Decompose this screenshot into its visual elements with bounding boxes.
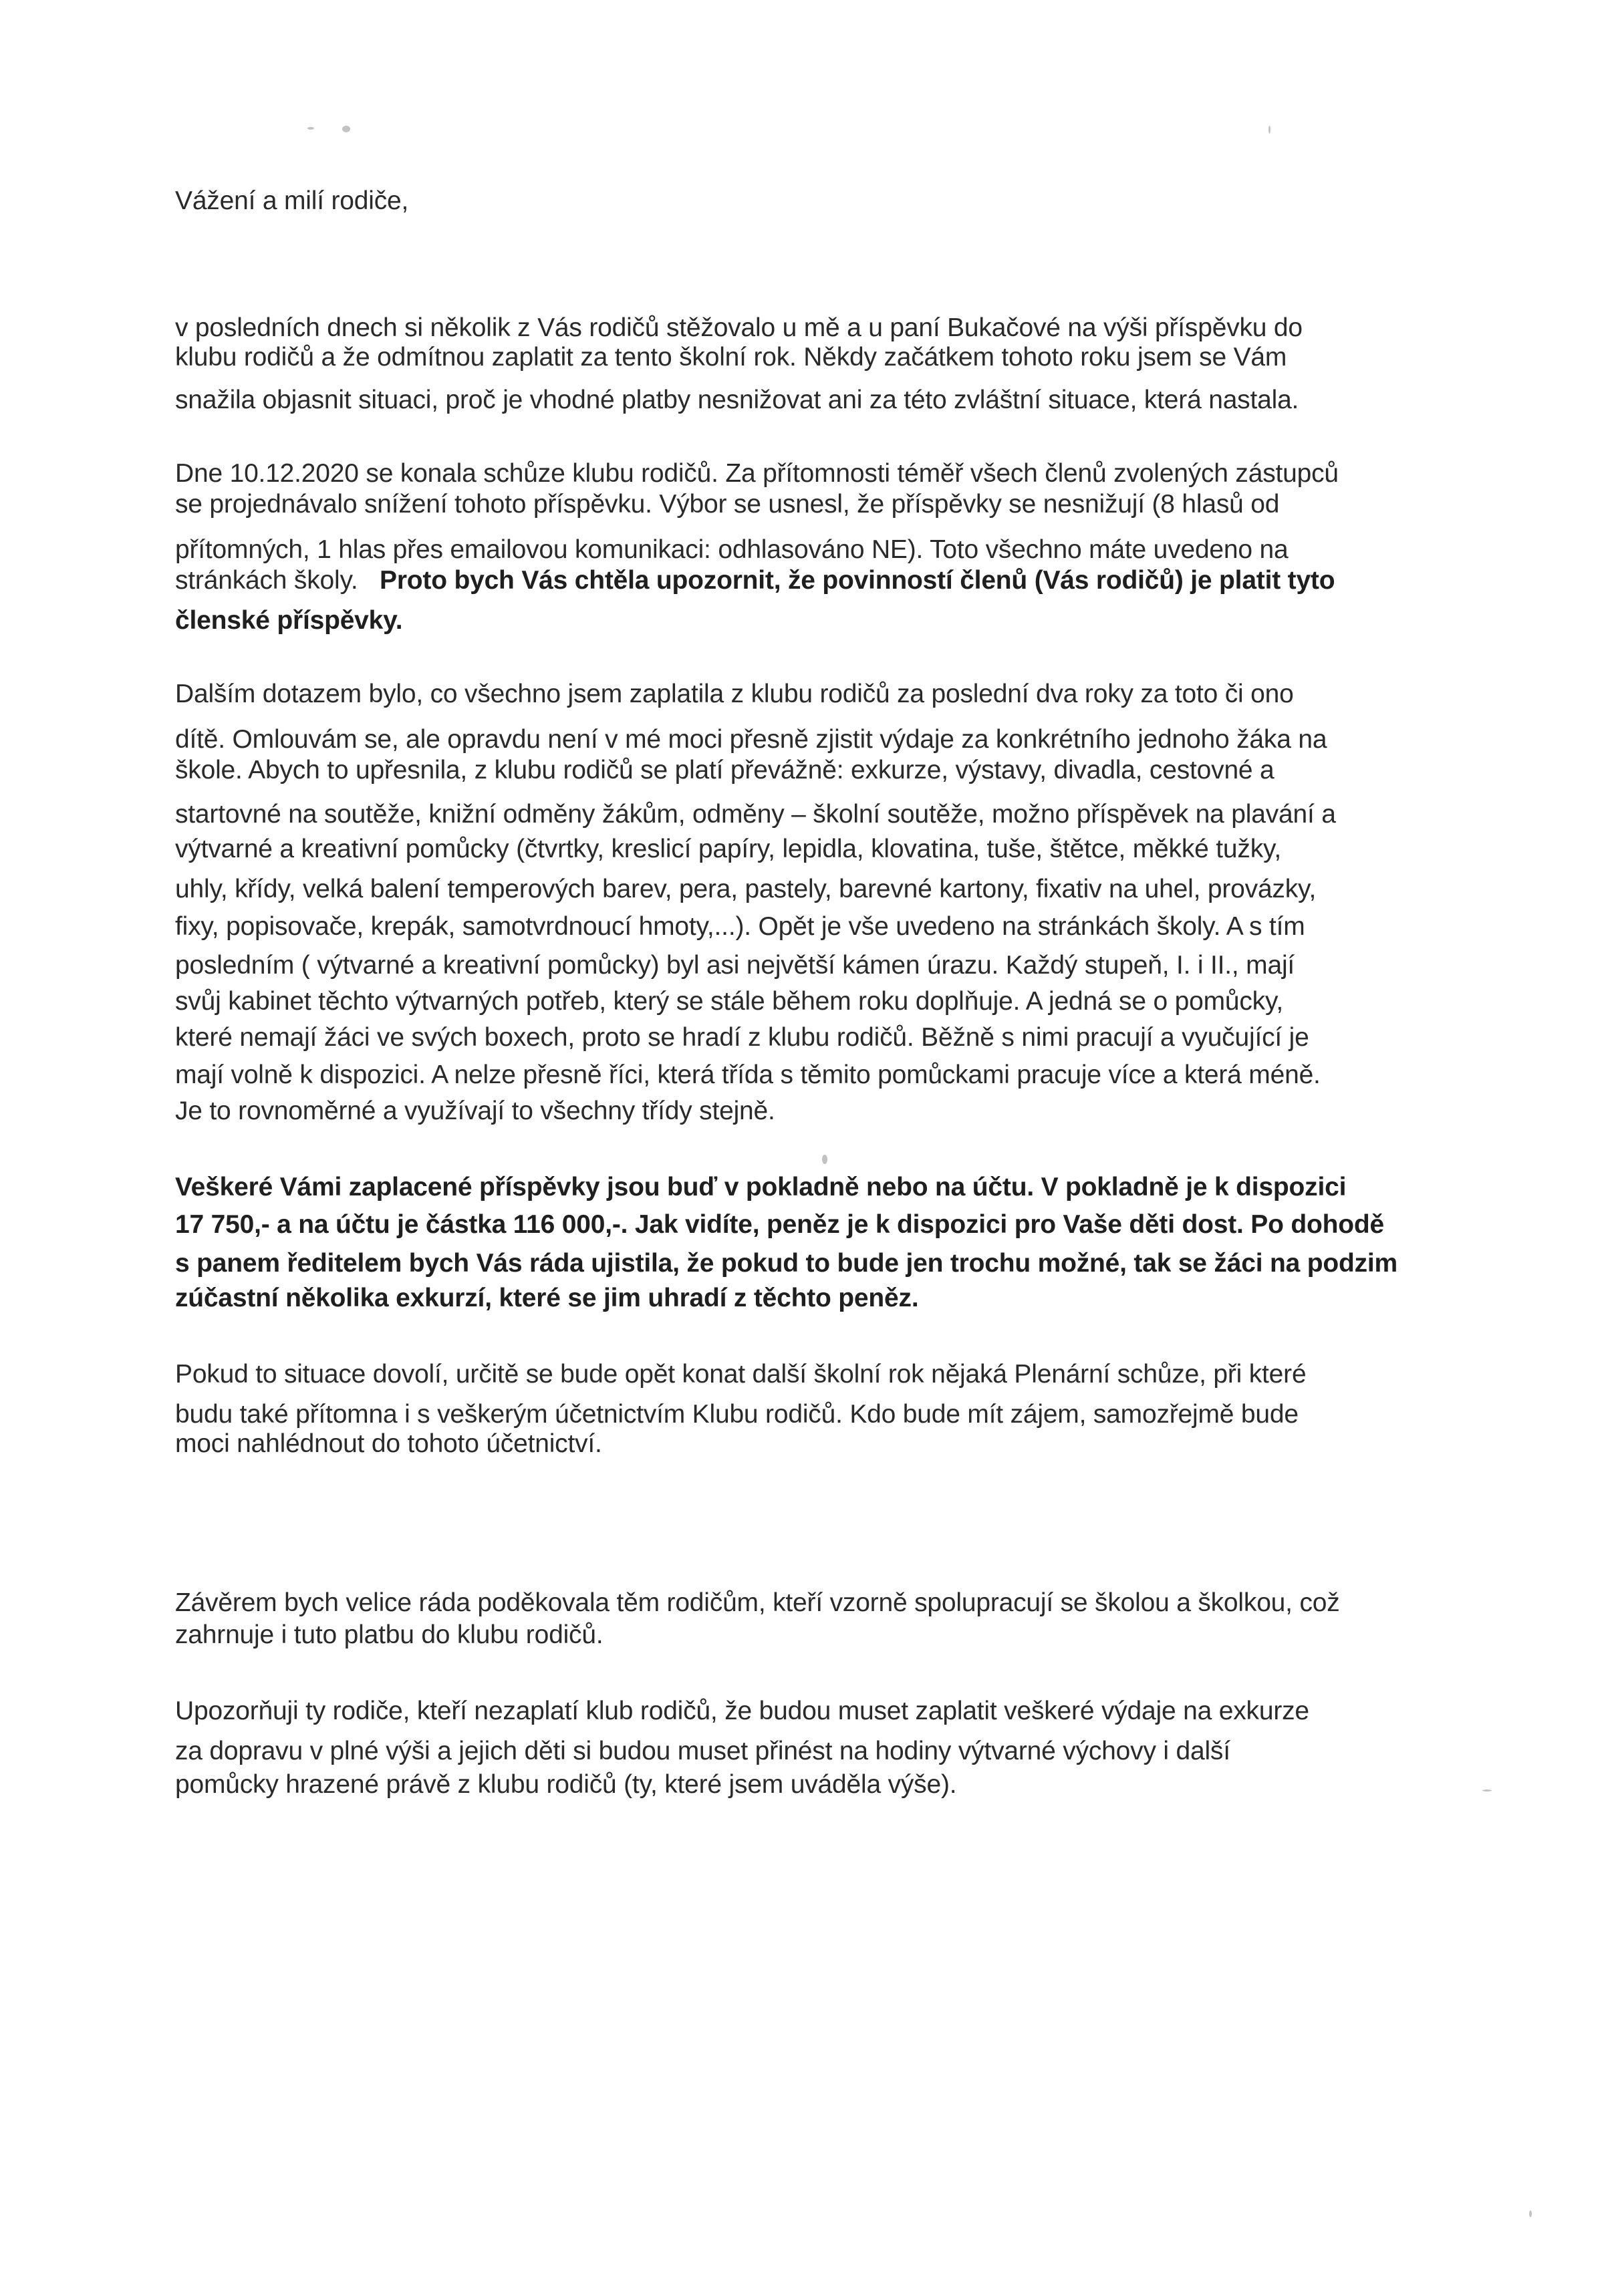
scan-speck <box>1529 2210 1532 2217</box>
paragraph-7-line: za dopravu v plné výši a jejich děti si budou muset přinést na hodiny výtvarné výchovy i další <box>175 1737 1230 1765</box>
paragraph-3-line: dítě. Omlouvám se, ale opravdu není v mé moci přesně zjistit výdaje za konkrétního jednoho žáka na <box>175 725 1327 754</box>
scan-speck <box>822 1155 827 1164</box>
paragraph-3-line: výtvarné a kreativní pomůcky (čtvrtky, kreslicí papíry, lepidla, klovatina, tuše, štětce, měkké tužky, <box>175 835 1282 863</box>
greeting: Vážení a milí rodiče, <box>175 186 409 215</box>
paragraph-7-line: pomůcky hrazené právě z klubu rodičů (ty, které jsem uváděla výše). <box>175 1770 957 1799</box>
paragraph-6-line: Závěrem bych velice ráda poděkovala těm rodičům, kteří vzorně spolupracují se školou a školkou, což <box>175 1588 1340 1617</box>
paragraph-3-line: uhly, křídy, velká balení temperových barev, pera, pastely, barevné kartony, fixativ na uhel, provázky, <box>175 875 1317 903</box>
scan-speck <box>1482 1789 1492 1791</box>
paragraph-2-line: se projednávalo snížení tohoto příspěvku. Výbor se usnesl, že příspěvky se nesnižují (8 hlasů od <box>175 490 1280 519</box>
paragraph-7-line: Upozorňuji ty rodiče, kteří nezaplatí klub rodičů, že budou muset zaplatit veškeré výdaje na exkurze <box>175 1697 1309 1725</box>
paragraph-3-line: posledním ( výtvarné a kreativní pomůcky) byl asi největší kámen úrazu. Každý stupeň, I. i II., mají <box>175 951 1295 980</box>
paragraph-2-bold-line: Proto bych Vás chtěla upozornit, že povinností členů (Vás rodičů) je platit tyto <box>380 566 1335 595</box>
paragraph-1-line: klubu rodičů a že odmítnou zaplatit za tento školní rok. Někdy začátkem tohoto roku jsem se Vám <box>175 343 1287 372</box>
paragraph-2-line: stránkách školy. <box>175 566 358 595</box>
paragraph-2-line: Dne 10.12.2020 se konala schůze klubu rodičů. Za přítomnosti téměř všech členů zvolených zástupců <box>175 459 1339 488</box>
paragraph-4-bold-line: s panem ředitelem bych Vás ráda ujistila, že pokud to bude jen trochu možné, tak se žáci na podzim <box>175 1249 1398 1278</box>
paragraph-3-line: startovné na soutěže, knižní odměny žákům, odměny – školní soutěže, možno příspěvek na plavání a <box>175 800 1336 829</box>
paragraph-3-line: fixy, popisovače, krepák, samotvrdnoucí hmoty,...). Opět je vše uvedeno na stránkách školy. A s tím <box>175 912 1305 941</box>
paragraph-5-line: Pokud to situace dovolí, určitě se bude opět konat další školní rok nějaká Plenární schůze, při které <box>175 1360 1307 1389</box>
paragraph-4-bold-line: Veškeré Vámi zaplacené příspěvky jsou buď v pokladně nebo na účtu. V pokladně je k dispozici <box>175 1173 1347 1201</box>
paragraph-3-line: které nemají žáci ve svých boxech, proto se hradí z klubu rodičů. Běžně s nimi pracují a vyučující je <box>175 1023 1309 1052</box>
paragraph-3-line: Dalším dotazem bylo, co všechno jsem zaplatila z klubu rodičů za poslední dva roky za toto či ono <box>175 680 1294 708</box>
paragraph-4-bold-line: zúčastní několika exkurzí, které se jim uhradí z těchto peněz. <box>175 1284 919 1312</box>
paragraph-5-line: moci nahlédnout do tohoto účetnictví. <box>175 1429 602 1458</box>
paragraph-2-bold-line: členské příspěvky. <box>175 606 403 635</box>
paragraph-3-line: Je to rovnoměrné a využívají to všechny třídy stejně. <box>175 1097 775 1125</box>
paragraph-4-bold-line: 17 750,- a na účtu je částka 116 000,-. Jak vidíte, peněz je k dispozici pro Vaše děti dost. Po dohodě <box>175 1210 1384 1239</box>
scan-speck <box>342 126 350 132</box>
paragraph-1-line: v posledních dnech si několik z Vás rodičů stěžovalo u mě a u paní Bukačové na výši příspěvku do <box>175 313 1303 342</box>
scan-speck <box>1268 126 1270 134</box>
paragraph-2-line: přítomných, 1 hlas přes emailovou komunikaci: odhlasováno NE). Toto všechno máte uvedeno na <box>175 535 1289 564</box>
paragraph-1-line: snažila objasnit situaci, proč je vhodné platby nesnižovat ani za této zvláštní situace, která nastala. <box>175 386 1299 414</box>
scan-speck <box>307 127 314 130</box>
paragraph-3-line: škole. Abych to upřesnila, z klubu rodičů se platí převážně: exkurze, výstavy, divadla, cestovné a <box>175 756 1274 784</box>
paragraph-3-line: mají volně k dispozici. A nelze přesně říci, která třída s těmito pomůckami pracuje více a která méně. <box>175 1060 1321 1089</box>
paragraph-3-line: svůj kabinet těchto výtvarných potřeb, který se stále během roku doplňuje. A jedná se o pomůcky, <box>175 987 1284 1016</box>
paragraph-5-line: budu také přítomna i s veškerým účetnictvím Klubu rodičů. Kdo bude mít zájem, samozřejmě bude <box>175 1400 1299 1429</box>
paragraph-6-line: zahrnuje i tuto platbu do klubu rodičů. <box>175 1620 603 1649</box>
